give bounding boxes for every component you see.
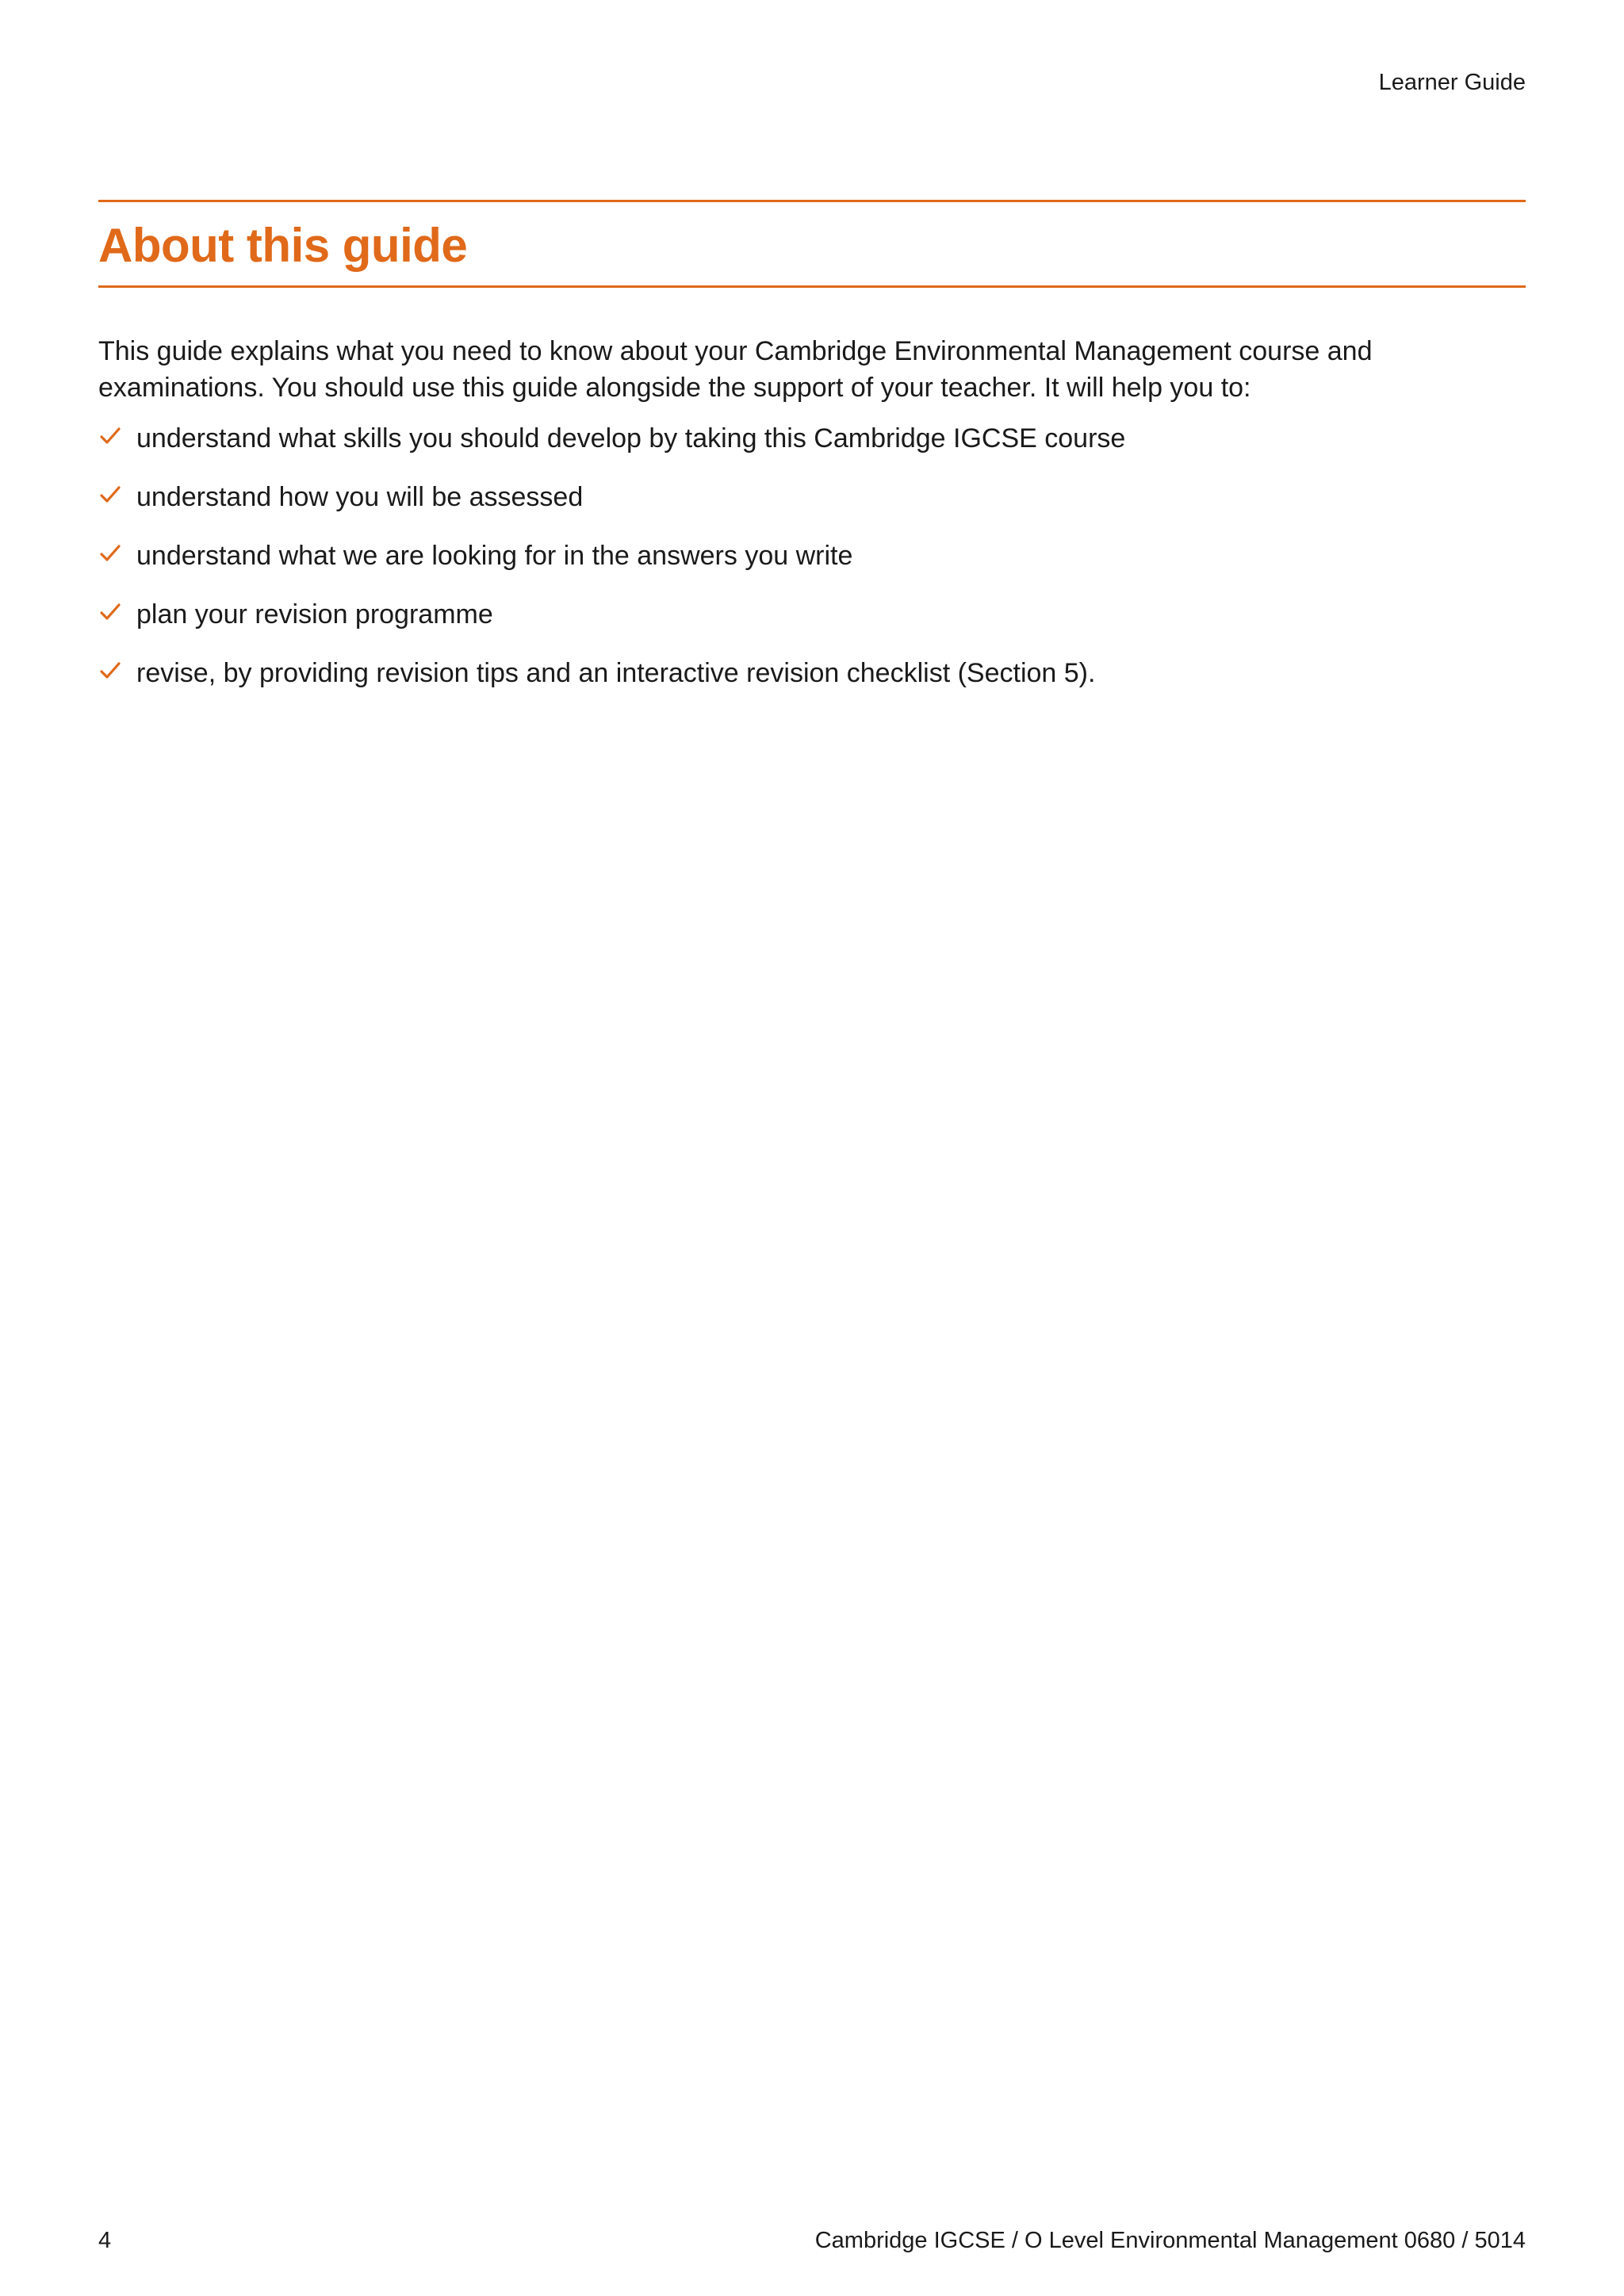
checkmark-icon [98, 538, 136, 574]
checklist [98, 420, 1526, 714]
heading-rule-top [98, 200, 1526, 202]
section-heading: About this guide [98, 219, 468, 272]
heading-rule-bottom [98, 285, 1526, 288]
footer-publication-title: Cambridge IGCSE / O Level Environmental Management 0680 / 5014 [814, 2228, 1526, 2253]
checklist-item-text: plan your revision programme [136, 599, 493, 629]
checklist-item [98, 479, 1526, 538]
checkmark-icon [98, 420, 136, 457]
running-header: Learner Guide [1378, 70, 1526, 95]
checkmark-icon [98, 479, 136, 515]
checklist-item [98, 538, 1526, 596]
checklist-item [98, 655, 1526, 714]
checklist-item [98, 596, 1526, 655]
intro-paragraph: This guide explains what you need to know about your Cambridge Environmental Management course and examinations. You should use this guide alongside the support of your teacher. It will help you to: [98, 336, 1373, 403]
checklist-item [98, 420, 1526, 479]
checkmark-icon [98, 655, 136, 691]
checkmark-icon [98, 596, 136, 633]
checklist-item-text: understand what skills you should develop by taking this Cambridge IGCSE course [136, 423, 1126, 453]
checklist-item-text: revise, by providing revision tips and an interactive revision checklist (Section 5). [136, 658, 1096, 688]
checklist-item-text: understand what we are looking for in the answers you write [136, 541, 853, 571]
page-number: 4 [98, 2228, 112, 2253]
checklist-item-text: understand how you will be assessed [136, 482, 584, 512]
